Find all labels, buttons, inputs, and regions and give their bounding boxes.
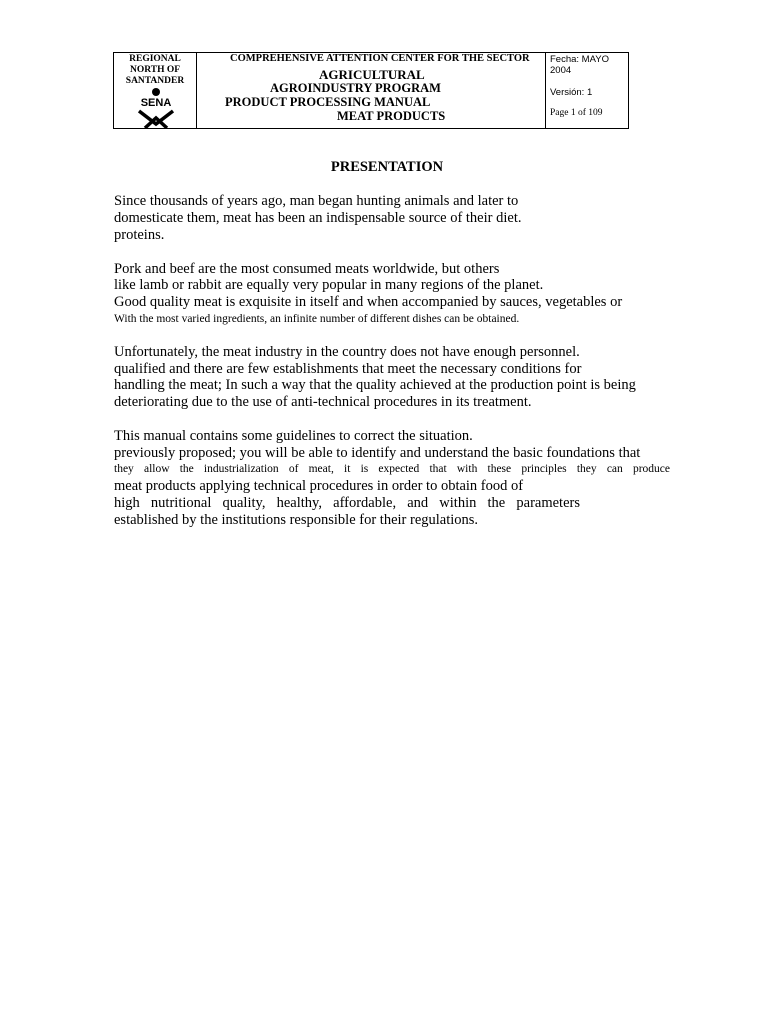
body-line: Pork and beef are the most consumed meats worldwide, but others	[114, 261, 500, 277]
regional-label	[114, 54, 196, 87]
date-label: Fecha: MAYO 2004	[550, 54, 609, 76]
body-line: like lamb or rabbit are equally very popular in many regions of the planet.	[114, 277, 544, 293]
manual-subject: MEAT PRODUCTS	[337, 109, 446, 123]
version-label: Versión: 1	[550, 87, 593, 98]
document-header	[113, 52, 629, 129]
body-line: handling the meat; In such a way that the quality achieved at the production point is being	[114, 377, 636, 393]
center-name: COMPREHENSIVE ATTENTION CENTER FOR THE SECTOR	[230, 53, 530, 64]
body-line: established by the institutions responsible for their regulations.	[114, 512, 479, 528]
page-title: PRESENTATION	[330, 159, 444, 175]
body-line: Unfortunately, the meat industry in the country does not have enough personnel.	[114, 344, 580, 360]
body-line: they allow the industrialization of meat, it is expected that with these principles they can produce	[114, 463, 670, 475]
body-line: Good quality meat is exquisite in itself and when accompanied by sauces, vegetables or	[114, 294, 623, 310]
body-line: meat products applying technical procedures in order to obtain food of	[114, 478, 524, 494]
body-line: proteins.	[114, 227, 165, 243]
body-line: qualified and there are few establishments that meet the necessary conditions for	[114, 361, 582, 377]
body-line: domesticate them, meat has been an indispensable source of their diet.	[114, 210, 522, 226]
metadata-cell	[546, 53, 628, 128]
body-line: previously proposed; you will be able to identify and understand the basic foundations that	[114, 445, 641, 461]
sector-name: AGRICULTURAL	[319, 67, 425, 82]
body-line: With the most varied ingredients, an infinite number of different dishes can be obtained.	[114, 313, 520, 325]
body-line: This manual contains some guidelines to correct the situation.	[114, 428, 473, 444]
manual-name: PRODUCT PROCESSING MANUAL	[225, 95, 431, 109]
regional-line: NORTH OF	[129, 65, 181, 75]
regional-cell	[114, 53, 197, 128]
program-name: AGROINDUSTRY PROGRAM	[270, 81, 441, 95]
program-cell	[197, 53, 546, 128]
page-number: Page 1 of 109	[550, 108, 603, 118]
body-line: high nutritional quality, healthy, affordable, and within the parameters	[114, 495, 580, 511]
sena-logo	[136, 87, 176, 129]
regional-line: REGIONAL	[129, 54, 181, 64]
body-line: deteriorating due to the use of anti-technical procedures in its treatment.	[114, 394, 532, 410]
regional-line: SANTANDER	[125, 76, 185, 86]
sena-logo-text: SENA	[140, 97, 172, 109]
body-line: Since thousands of years ago, man began hunting animals and later to	[114, 193, 519, 209]
